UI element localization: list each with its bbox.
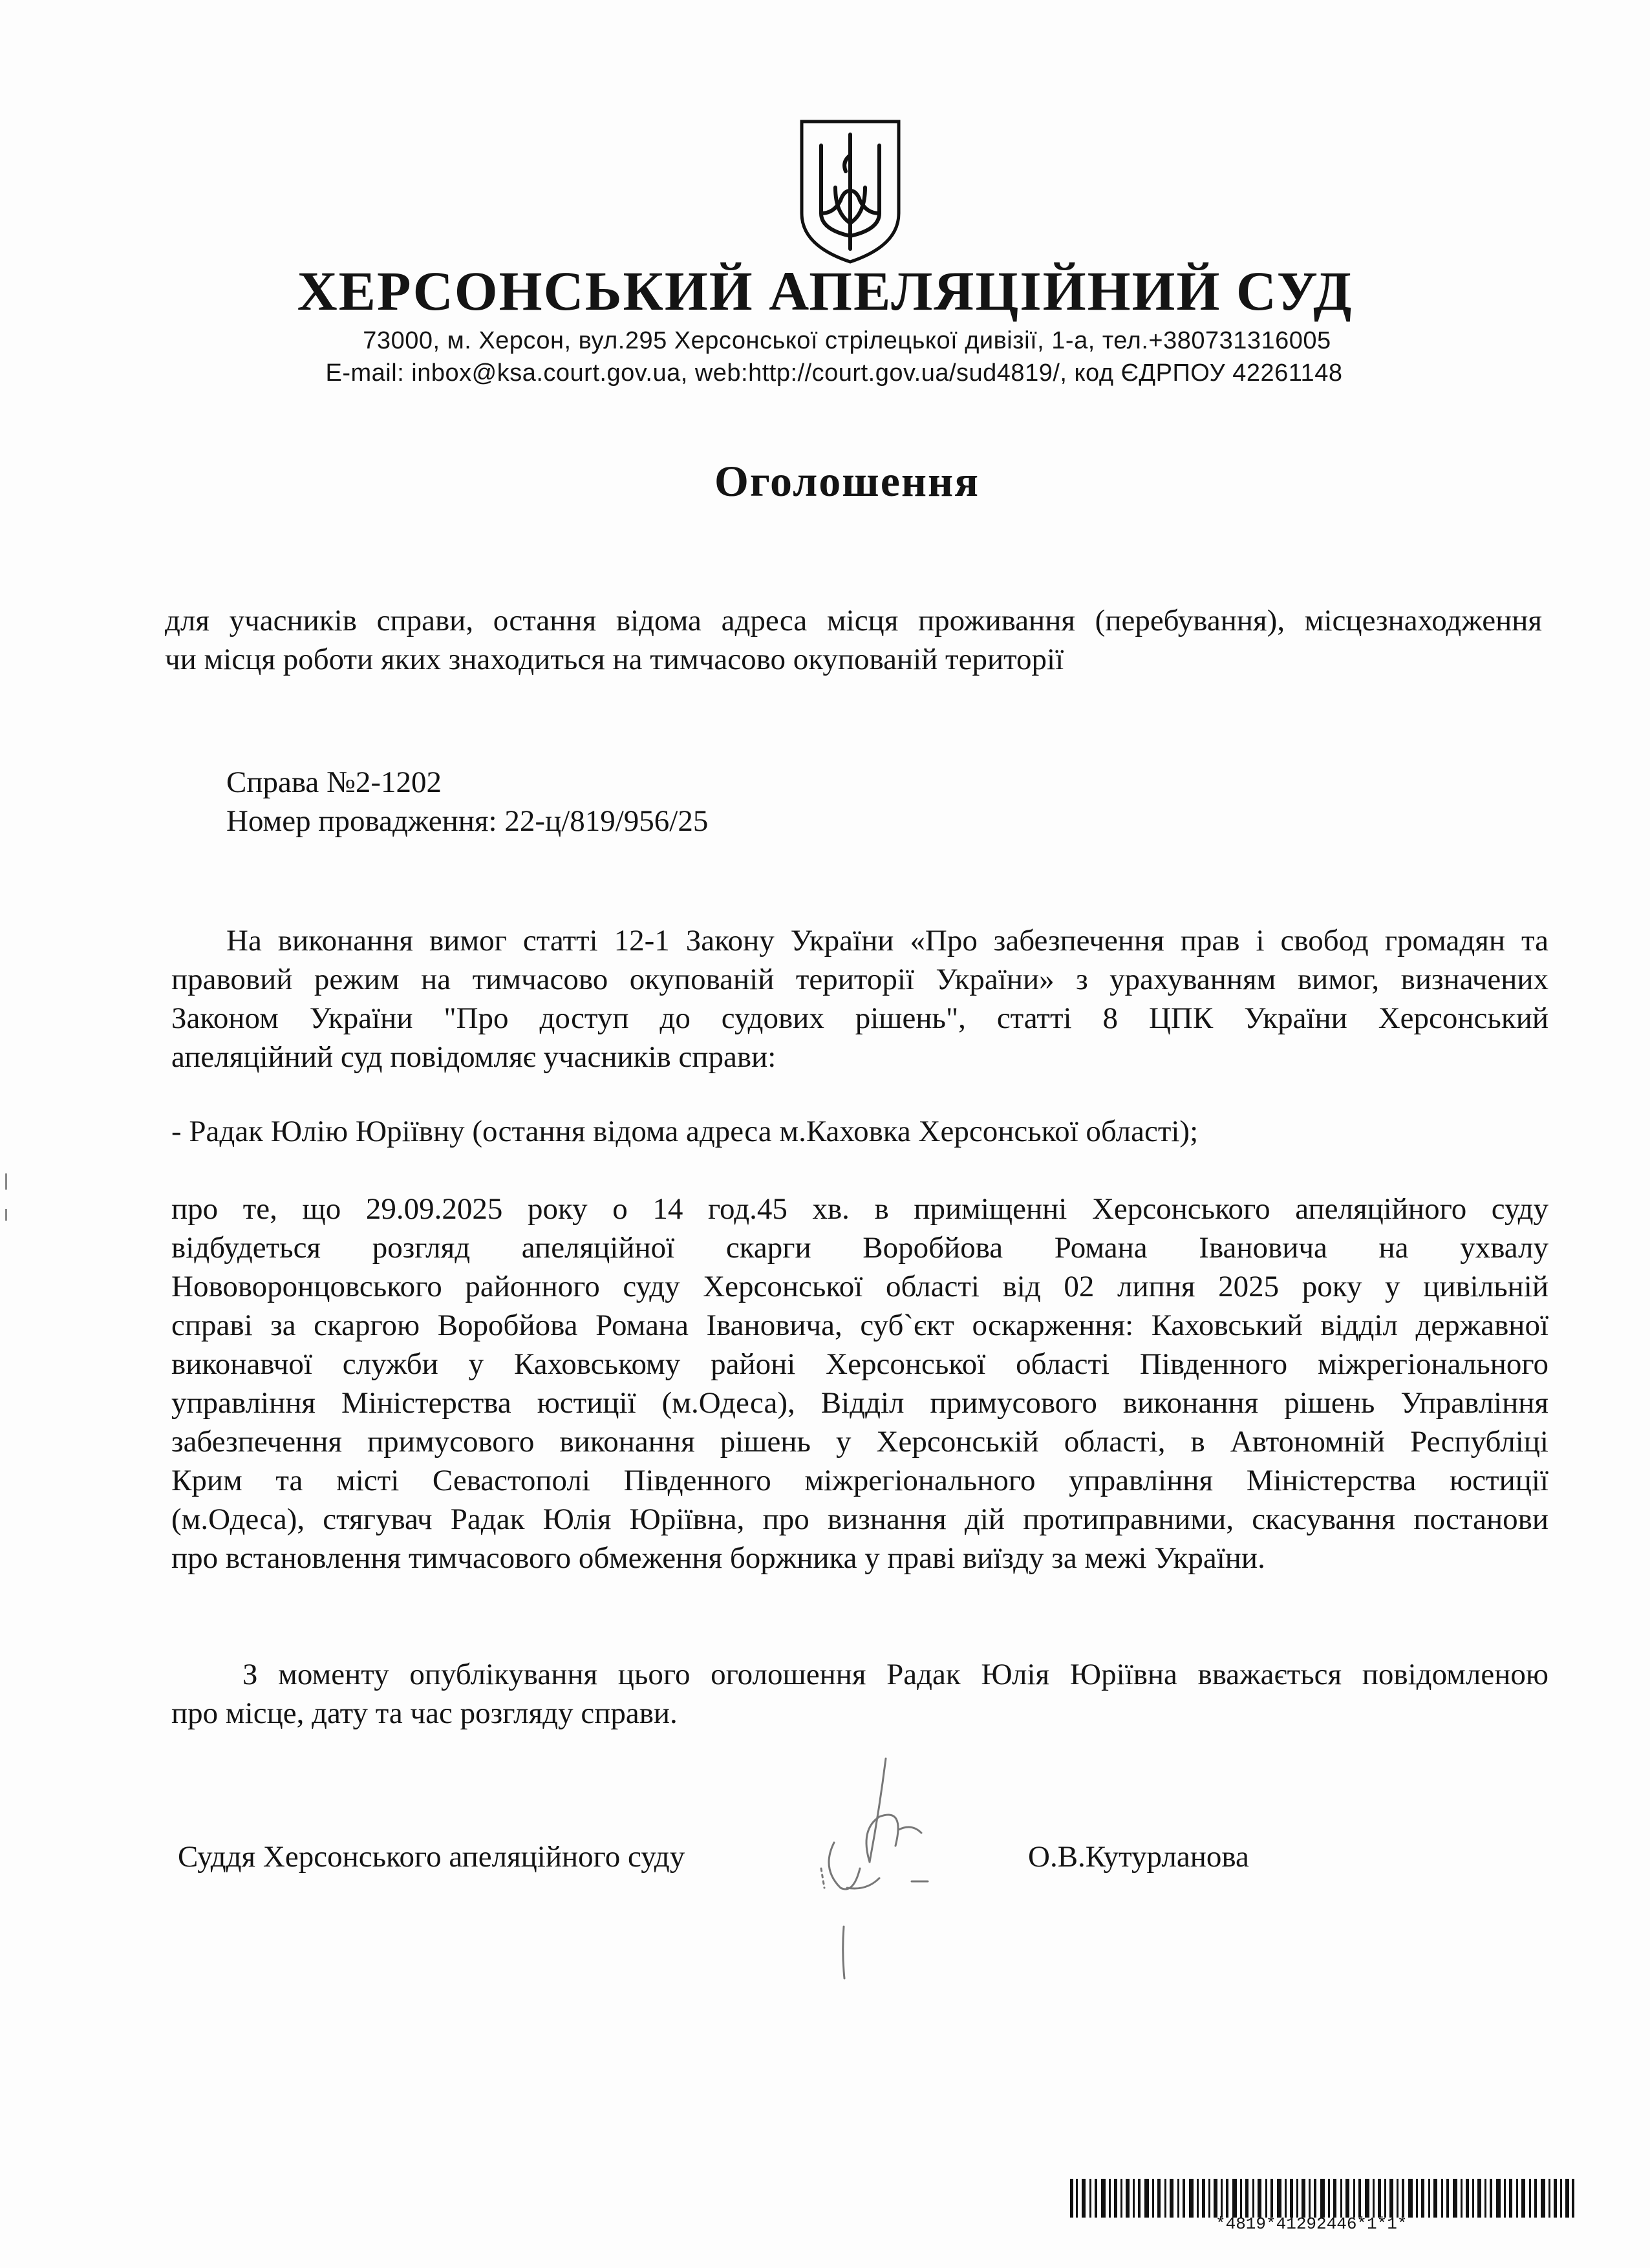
case-number: Справа №2-1202 bbox=[226, 765, 442, 799]
notice-line: про встановлення тимчасового обмеження боржника у праві виїзду за межі України. bbox=[171, 1541, 1265, 1575]
notice-line: про те, що 29.09.2025 року о 14 год.45 хв. в приміщенні Херсонського апеляційного суду bbox=[171, 1192, 1548, 1226]
trident-emblem-icon bbox=[795, 116, 905, 265]
notice-party: - Радак Юлію Юріївну (остання відома адреса м.Каховка Херсонської області); bbox=[171, 1115, 1199, 1148]
notice-line: відбудеться розгляд апеляційної скарги Воробйова Романа Івановича на ухвалу bbox=[171, 1231, 1548, 1265]
scan-margin-mark bbox=[5, 1173, 7, 1190]
court-contact-email-web: E-mail: inbox@ksa.court.gov.ua, web:http://court.gov.ua/sud4819/, код ЄДРПОУ 42261148 bbox=[325, 359, 1343, 387]
audience-block bbox=[165, 601, 1542, 679]
case-info bbox=[226, 763, 708, 840]
court-contact-address: 73000, м. Херсон, вул.295 Херсонської стрілецької дивізії, 1-а, тел.+380731316005 bbox=[363, 327, 1331, 354]
notice-intro bbox=[171, 921, 1548, 1076]
court-name: ХЕРСОНСЬКИЙ АПЕЛЯЦІЙНИЙ СУД bbox=[297, 260, 1353, 322]
notice-line: управління Міністерства юстиції (м.Одеса), Відділ примусового виконання рішень Управління bbox=[171, 1386, 1548, 1420]
audience-line: чи місця роботи яких знаходиться на тимчасово окупованій території bbox=[165, 643, 1064, 676]
signatory-position: Суддя Херсонського апеляційного суду bbox=[178, 1840, 685, 1874]
scan-margin-mark bbox=[5, 1209, 7, 1221]
notice-line: виконавчої служби у Каховському районі Херсонської області Південного міжрегіонального bbox=[171, 1347, 1548, 1381]
notice-line: Крим та місті Севастополі Південного міжрегіонального управління Міністерства юстиції bbox=[171, 1464, 1548, 1497]
notice-line: справі за скаргою Воробйова Романа Івановича, суб`єкт оскарження: Каховський відділ державної bbox=[171, 1309, 1548, 1342]
handwritten-signature-icon bbox=[782, 1733, 957, 2037]
notice-closing bbox=[171, 1655, 1548, 1733]
notice-line: забезпечення примусового виконання рішень у Херсонській області, в Автономній Республіці bbox=[171, 1425, 1548, 1459]
notice-line: правовий режим на тимчасово окупованій території України» з урахуванням вимог, визначених bbox=[171, 963, 1548, 996]
proceeding-number: Номер провадження: 22-ц/819/956/25 bbox=[226, 804, 709, 838]
notice-line: Законом України "Про доступ до судових рішень", статті 8 ЦПК України Херсонський bbox=[171, 1001, 1548, 1035]
notice-line: З моменту опублікування цього оголошення Радак Юлія Юріївна вважається повідомленою bbox=[242, 1658, 1548, 1691]
notice-line: апеляційний суд повідомляє учасників справи: bbox=[171, 1040, 777, 1074]
notice-line: Нововоронцовського районного суду Херсонської області від 02 липня 2025 року у цивільній bbox=[171, 1270, 1548, 1303]
notice-line: про місце, дату та час розгляду справи. bbox=[171, 1696, 678, 1730]
barcode-icon bbox=[1070, 2179, 1574, 2218]
audience-line: для учасників справи, остання відома адреса місця проживання (перебування), місцезнаходження bbox=[165, 604, 1542, 637]
notice-details bbox=[171, 1190, 1548, 1578]
document-title: Оголошення bbox=[714, 456, 980, 506]
notice-line: (м.Одеса), стягувач Радак Юлія Юріївна, про визнання дій протиправними, скасування постанови bbox=[171, 1503, 1548, 1536]
signatory-name: О.В.Кутурланова bbox=[1028, 1840, 1249, 1874]
notice-line: На виконання вимог статті 12-1 Закону України «Про забезпечення прав і свобод громадян та bbox=[226, 924, 1548, 957]
barcode-text: *4819*41292446*1*1* bbox=[1216, 2214, 1408, 2234]
